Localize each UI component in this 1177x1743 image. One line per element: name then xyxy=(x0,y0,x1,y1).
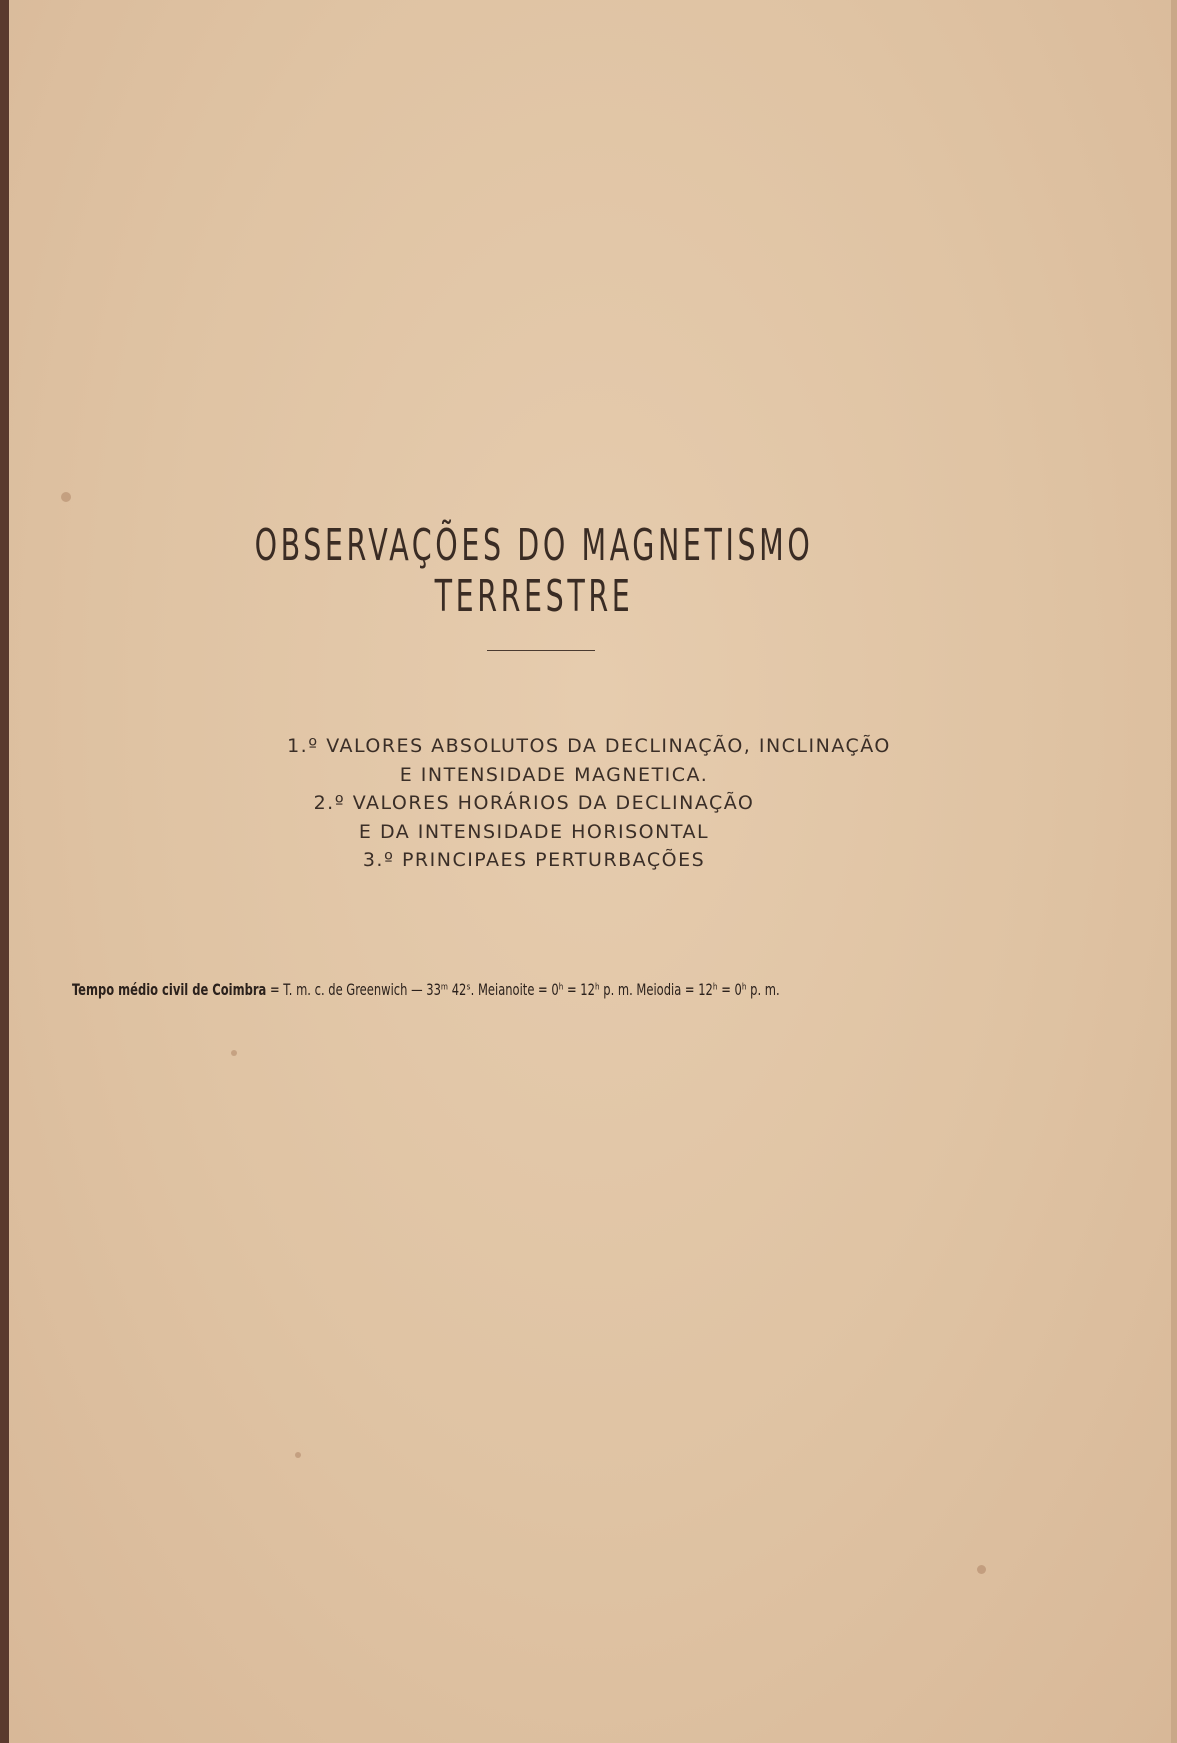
title-divider xyxy=(487,650,595,651)
foxing-spot xyxy=(977,1565,986,1574)
contents-line: 1.º VALORES ABSOLUTOS DA DECLINAÇÃO, INCLINAÇÃO xyxy=(287,735,891,757)
page-title: OBSERVAÇÕES DO MAGNETISMO TERRESTRE xyxy=(254,520,814,622)
contents-line: E INTENSIDADE MAGNETICA. xyxy=(399,763,709,786)
foxing-spot xyxy=(61,492,71,502)
contents-list xyxy=(9,732,1059,875)
contents-line: 2.º VALORES HORÁRIOS DA DECLINAÇÃO xyxy=(313,792,755,814)
time-reference-note xyxy=(72,980,780,999)
contents-line: E DA INTENSIDADE HORISONTAL xyxy=(358,820,710,843)
footnote-text: = T. m. c. de Greenwich — 33ᵐ 42ˢ. Meianoite = 0ʰ = 12ʰ p. m. Meiodia = 12ʰ = 0ʰ p. m. xyxy=(266,980,780,999)
foxing-spot xyxy=(231,1050,237,1056)
foxing-spot xyxy=(295,1452,301,1458)
document-page xyxy=(9,0,1177,1743)
footnote-lead: Tempo médio civil de Coimbra xyxy=(72,980,267,999)
contents-line: 3.º PRINCIPAES PERTURBAÇÕES xyxy=(362,849,706,871)
